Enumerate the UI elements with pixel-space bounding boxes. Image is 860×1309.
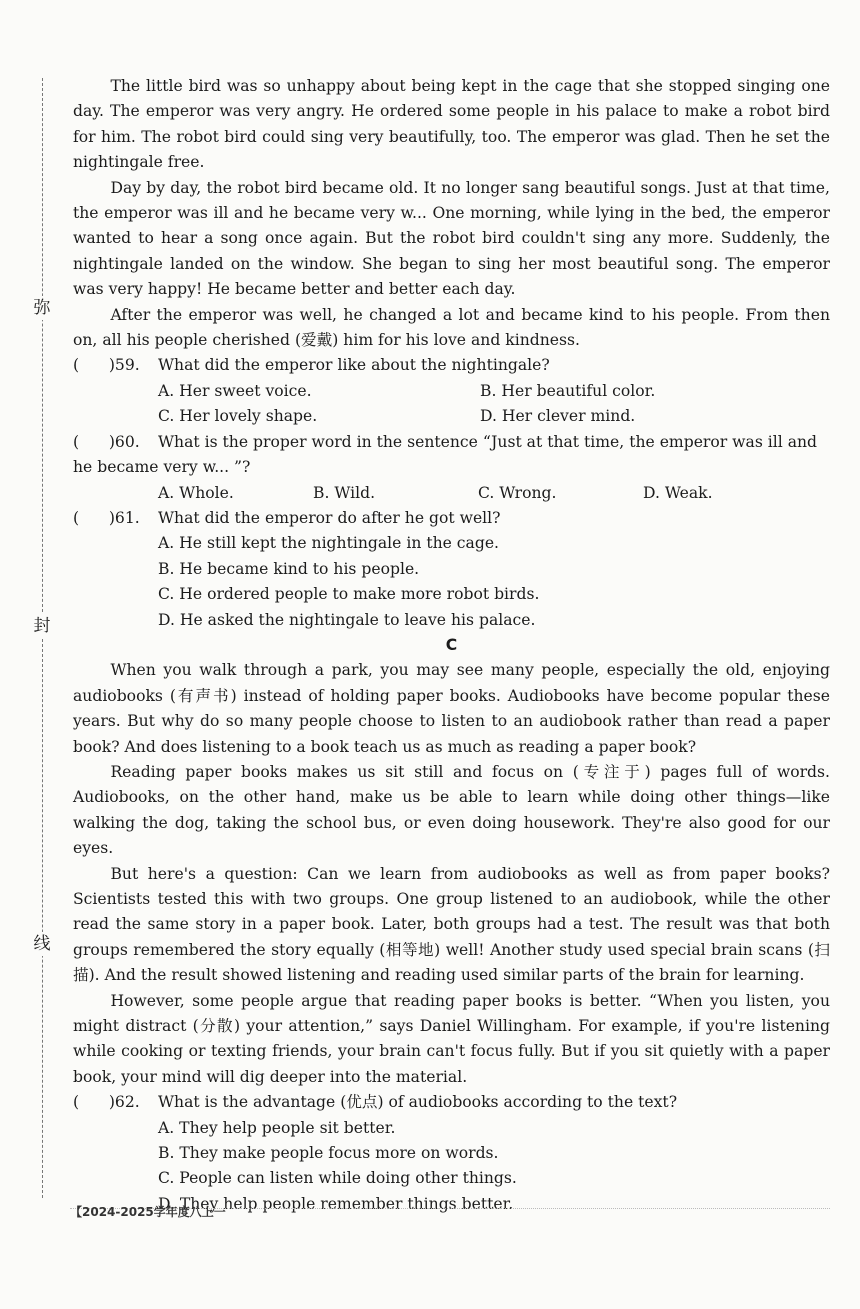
question-61: [73, 506, 830, 531]
seal-mark-mi: 弥: [30, 296, 54, 320]
option-a[interactable]: A. They help people sit better.: [158, 1118, 396, 1137]
question-text: What is the advantage (优点) of audiobooks according to the text?: [158, 1093, 678, 1112]
option-b[interactable]: B. Her beautiful color.: [480, 381, 656, 400]
paragraph: Day by day, the robot bird became old. It no longer sang beautiful songs. Just at that time, the emperor was ill and he became very w... One morning, while lying in the bed, the emperor wanted to hear a song once again. But the robot bird couldn't sing any more. Suddenly, the nightingale landed on the window. She began to sing her most beautiful song. The emperor was very happy! He became better and better each day.: [73, 178, 830, 299]
option-d[interactable]: D. Her clever mind.: [480, 407, 636, 426]
question-text: What did the emperor do after he got well?: [158, 508, 501, 527]
option-a[interactable]: A. He still kept the nightingale in the cage.: [158, 534, 500, 553]
options-61: [73, 531, 830, 633]
seal-mark-xian: 线: [30, 932, 54, 956]
option-d[interactable]: D. They help people remember things better.: [158, 1194, 514, 1213]
option-c[interactable]: C. People can listen while doing other things.: [158, 1169, 517, 1188]
option-a[interactable]: A. Her sweet voice.: [158, 381, 312, 400]
answer-blank[interactable]: ( )60.: [73, 432, 140, 451]
options-59: [73, 379, 830, 430]
paragraph: After the emperor was well, he changed a lot and became kind to his people. From then on, all his people cherished (爱戴) him for his love and kindness.: [73, 305, 830, 350]
option-c[interactable]: C. He ordered people to make more robot birds.: [158, 585, 540, 604]
question-62: [73, 1090, 830, 1115]
paragraph: Reading paper books makes us sit still and focus on (专注于) pages full of words. Audiobooks, on the other hand, make us be able to learn while doing other things—like walking the dog, taking the school bus, or even doing housework. They're also good for our eyes.: [73, 762, 830, 858]
question-text: What did the emperor like about the nightingale?: [158, 356, 550, 375]
paragraph: When you walk through a park, you may see many people, especially the old, enjoying audiobooks (有声书) instead of holding paper books. Audiobooks have become popular these years. But why do so many people choose to listen to an audiobook rather than read a paper book? And does listening to a book teach us as much as reading a paper book?: [73, 661, 830, 756]
option-c[interactable]: C. Wrong.: [478, 483, 557, 502]
answer-blank[interactable]: ( )61.: [73, 508, 140, 527]
seal-mark-feng: 封: [30, 614, 54, 638]
option-a[interactable]: A. Whole.: [158, 483, 234, 502]
answer-blank[interactable]: ( )62.: [73, 1093, 140, 1112]
option-d[interactable]: D. He asked the nightingale to leave his palace.: [158, 610, 536, 629]
options-60: [73, 481, 830, 506]
paragraph: But here's a question: Can we learn from audiobooks as well as from paper books? Scientists tested this with two groups. One group listened to an audiobook, while the other read the same story in a paper book. Later, both groups had a test. The result was that both groups remembered the story equally (相等地) well! Another study used special brain scans (扫描). And the result showed listening and reading used similar parts of the brain for learning.: [73, 864, 830, 985]
option-c[interactable]: C. Her lovely shape.: [158, 407, 318, 426]
question-59: [73, 353, 830, 378]
answer-blank[interactable]: ( )59.: [73, 356, 140, 375]
option-b[interactable]: B. He became kind to his people.: [158, 559, 420, 578]
question-60: [73, 430, 830, 455]
seal-line: [42, 78, 43, 1198]
option-d[interactable]: D. Weak.: [643, 483, 713, 502]
paragraph: The little bird was so unhappy about being kept in the cage that she stopped singing one day. The emperor was very angry. He ordered some people in his palace to make a robot bird for him. The robot bird could sing very beautifully, too. The emperor was glad. Then he set the nightingale free.: [73, 77, 830, 172]
question-text-cont: he became very w... ”?: [73, 458, 251, 477]
option-b[interactable]: B. They make people focus more on words.: [158, 1144, 499, 1163]
page-content: [73, 74, 830, 1217]
footer-text: 【2024-2025学年度八上一: [70, 1205, 226, 1219]
paragraph: However, some people argue that reading paper books is better. “When you listen, you might distract (分散) your attention,” says Daniel Willingham. For example, if you're listening while cooking or texting friends, your brain can't focus fully. But if you sit quietly with a paper book, your mind will dig deeper into the material.: [73, 991, 830, 1086]
section-heading: C: [445, 635, 458, 654]
question-text: What is the proper word in the sentence “Just at that time, the emperor was ill and: [158, 432, 818, 451]
option-b[interactable]: B. Wild.: [313, 483, 376, 502]
